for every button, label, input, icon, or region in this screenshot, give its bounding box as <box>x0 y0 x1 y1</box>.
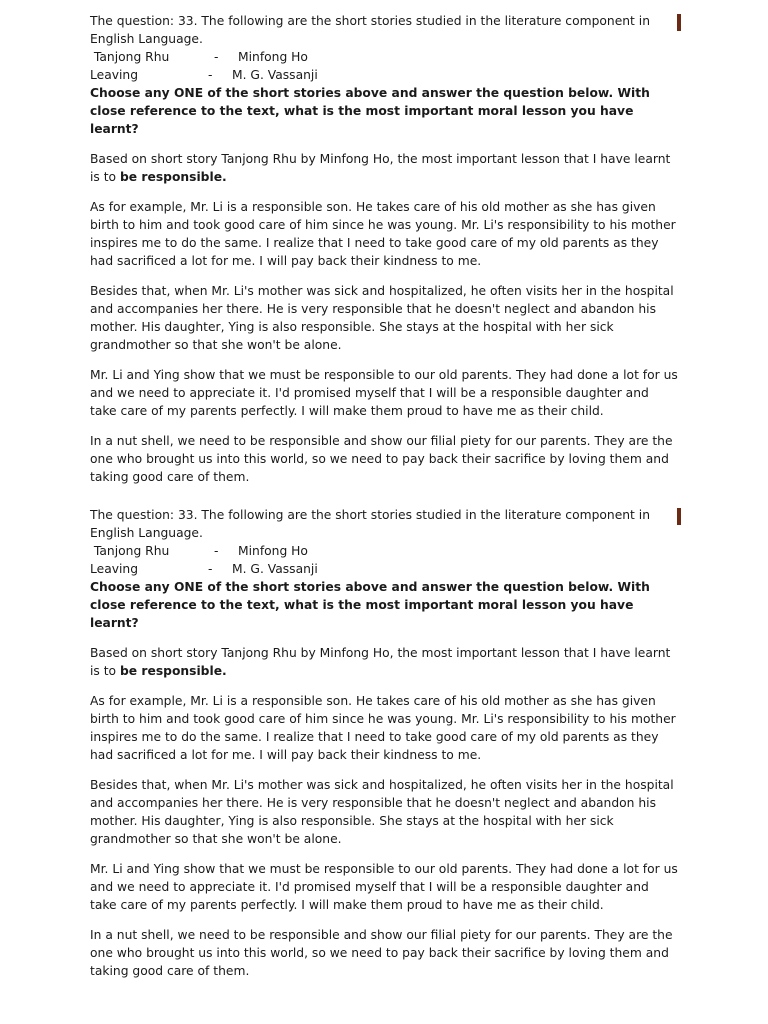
story-row <box>90 560 678 578</box>
text-cursor-marker <box>677 508 681 525</box>
answer-lead-text: Based on short story Tanjong Rhu by Minfong Ho, the most important lesson that I have learnt is to <box>90 152 671 184</box>
body-paragraph: Mr. Li and Ying show that we must be responsible to our old parents. They had done a lot for us and we need to appreciate it. I'd promised myself that I will be a responsible daughter and take care of my parents perfectly. I will make them proud to have me as their child. <box>90 862 678 912</box>
instruction-text: Choose any ONE of the short stories above and answer the question below. With close reference to the text, what is the most important moral lesson you have learnt? <box>90 580 650 630</box>
story-author: M. G. Vassanji <box>232 68 318 82</box>
story-author: M. G. Vassanji <box>232 562 318 576</box>
story-title: Leaving <box>90 562 139 576</box>
story-row <box>90 542 678 560</box>
body-paragraph: Besides that, when Mr. Li's mother was sick and hospitalized, he often visits her in the hospital and accompanies her there. He is very responsible that he doesn't neglect and abandon his mother. His daughter, Ying is also responsible. She stays at the hospital with her sick grandmother so that she won't be alone. <box>90 284 674 352</box>
story-row <box>90 48 678 66</box>
essay-block <box>90 506 678 980</box>
story-list <box>90 542 678 578</box>
body-paragraph: As for example, Mr. Li is a responsible son. He takes care of his old mother as she has given birth to him and took good care of him since he was young. Mr. Li's responsibility to his mother inspires me to do the same. I realize that I need to take good care of my old parents as they had sacrificed a lot for me. I will pay back their kindness to me. <box>90 694 676 762</box>
answer-lead <box>90 150 678 186</box>
story-author: Minfong Ho <box>238 50 308 64</box>
story-author: Minfong Ho <box>238 544 308 558</box>
story-title: Leaving <box>90 68 139 82</box>
body-paragraph: In a nut shell, we need to be responsible and show our filial piety for our parents. They are the one who brought us into this world, so we need to pay back their sacrifice by loving them and taking good care of them. <box>90 928 673 978</box>
answer-emphasis: be responsible. <box>120 664 227 678</box>
answer-lead <box>90 644 678 680</box>
story-dash: - <box>214 50 219 64</box>
question-text: The question: 33. The following are the short stories studied in the literature component in English Language. <box>90 508 650 540</box>
answer-lead-text: Based on short story Tanjong Rhu by Minfong Ho, the most important lesson that I have learnt is to <box>90 646 671 678</box>
body-paragraph: In a nut shell, we need to be responsible and show our filial piety for our parents. They are the one who brought us into this world, so we need to pay back their sacrifice by loving them and taking good care of them. <box>90 434 673 484</box>
answer-emphasis: be responsible. <box>120 170 227 184</box>
question-text: The question: 33. The following are the short stories studied in the literature component in English Language. <box>90 14 650 46</box>
story-title: Tanjong Rhu <box>90 50 170 64</box>
text-cursor-marker <box>677 14 681 31</box>
body-paragraph: Besides that, when Mr. Li's mother was sick and hospitalized, he often visits her in the hospital and accompanies her there. He is very responsible that he doesn't neglect and abandon his mother. His daughter, Ying is also responsible. She stays at the hospital with her sick grandmother so that she won't be alone. <box>90 778 674 846</box>
essay-block <box>90 12 678 486</box>
story-list <box>90 48 678 84</box>
story-dash: - <box>208 68 213 82</box>
instruction-text: Choose any ONE of the short stories above and answer the question below. With close reference to the text, what is the most important moral lesson you have learnt? <box>90 86 650 136</box>
document-page <box>90 12 678 980</box>
story-dash: - <box>214 544 219 558</box>
story-row <box>90 66 678 84</box>
story-dash: - <box>208 562 213 576</box>
body-paragraph: As for example, Mr. Li is a responsible son. He takes care of his old mother as she has given birth to him and took good care of him since he was young. Mr. Li's responsibility to his mother inspires me to do the same. I realize that I need to take good care of my old parents as they had sacrificed a lot for me. I will pay back their kindness to me. <box>90 200 676 268</box>
body-paragraph: Mr. Li and Ying show that we must be responsible to our old parents. They had done a lot for us and we need to appreciate it. I'd promised myself that I will be a responsible daughter and take care of my parents perfectly. I will make them proud to have me as their child. <box>90 368 678 418</box>
story-title: Tanjong Rhu <box>90 544 170 558</box>
